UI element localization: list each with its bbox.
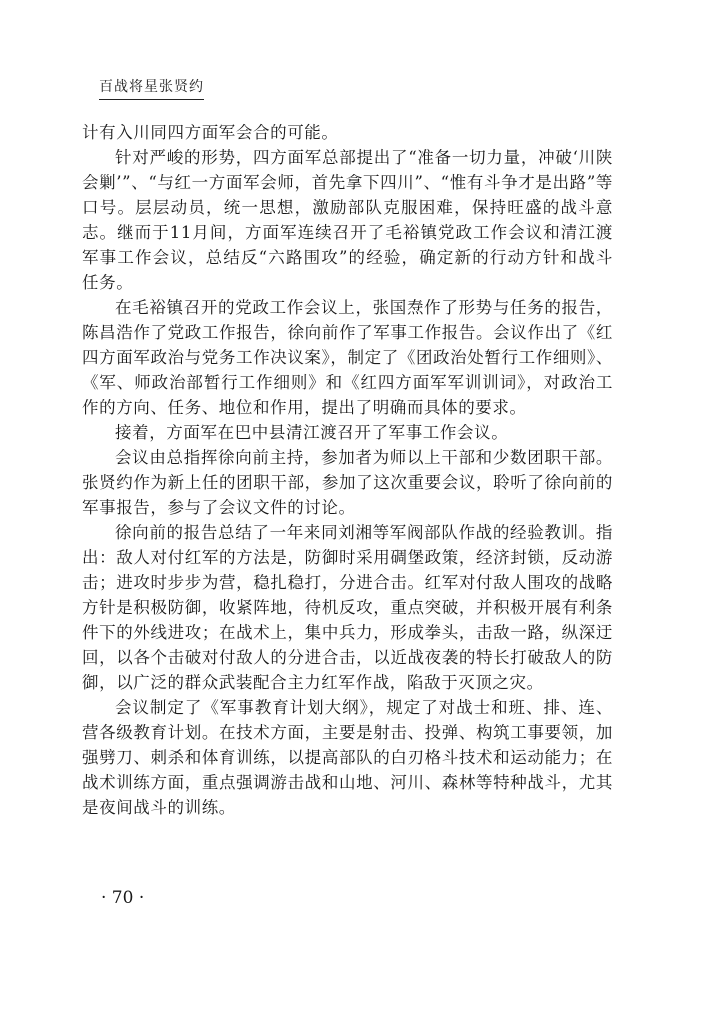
running-head-title: 百战将星张贤约: [99, 78, 204, 100]
paragraph-4: 接着，方面军在巴中县清江渡召开了军事工作会议。: [115, 423, 509, 442]
page-number: · 70 ·: [101, 888, 145, 908]
paragraph-6: 徐向前的报告总结了一年来同刘湘等军阀部队作战的经验教训。指出：敌人对付红军的方法是，防御时采用碉堡政策，经济封锁，反动游击；进攻时步步为营，稳扎稳打，分进合击。红军对付敌人围攻的战略方针是积极防御，收紧阵地，待机反攻，重点突破，并积极开展有利条件下的外线进攻；在战术上，集中兵力，形成拳头，击敌一路，纵深迂回，以各个击破对付敌人的分进合击，以近战夜袭的特长打破敌人的防御，以广泛的群众武装配合主力红军作战，陷敌于灭顶之灾。: [82, 523, 613, 692]
paragraph-5: 会议由总指挥徐向前主持，参加者为师以上干部和少数团职干部。张贤约作为新上任的团职干部，参加了这次重要会议，聆听了徐向前的军事报告，参与了会议文件的讨论。: [82, 448, 613, 517]
paragraph-7: 会议制定了《军事教育计划大纲》，规定了对战士和班、排、连、营各级教育计划。在技术方面，主要是射击、投弹、构筑工事要领，加强劈刀、刺杀和体育训练，以提高部队的白刃格斗技术和运动能力；在战术训练方面，重点强调游击战和山地、河川、森林等特种战斗，尤其是夜间战斗的训练。: [82, 698, 613, 817]
paragraph-2: 针对严峻的形势，四方面军总部提出了“准备一切力量，冲破‘川陕会剿’”、“与红一方面军会师，首先拿下四川”、“惟有斗争才是出路”等口号。层层动员，统一思想，激励部队克服困难，保持旺盛的战斗意志。继而于11月间，方面军连续召开了毛裕镇党政工作会议和清江渡军事工作会议，总结反“六路围攻”的经验，确定新的行动方针和战斗任务。: [82, 148, 613, 292]
body-text: [82, 120, 613, 820]
paragraph-3: 在毛裕镇召开的党政工作会议上，张国焘作了形势与任务的报告，陈昌浩作了党政工作报告，徐向前作了军事工作报告。会议作出了《红四方面军政治与党务工作决议案》，制定了《团政治处暂行工作细则》、《军、师政治部暂行工作细则》和《红四方面军军训训词》，对政治工作的方向、任务、地位和作用，提出了明确而具体的要求。: [82, 298, 613, 417]
paragraph-1: 计有入川同四方面军会合的可能。: [82, 123, 339, 142]
